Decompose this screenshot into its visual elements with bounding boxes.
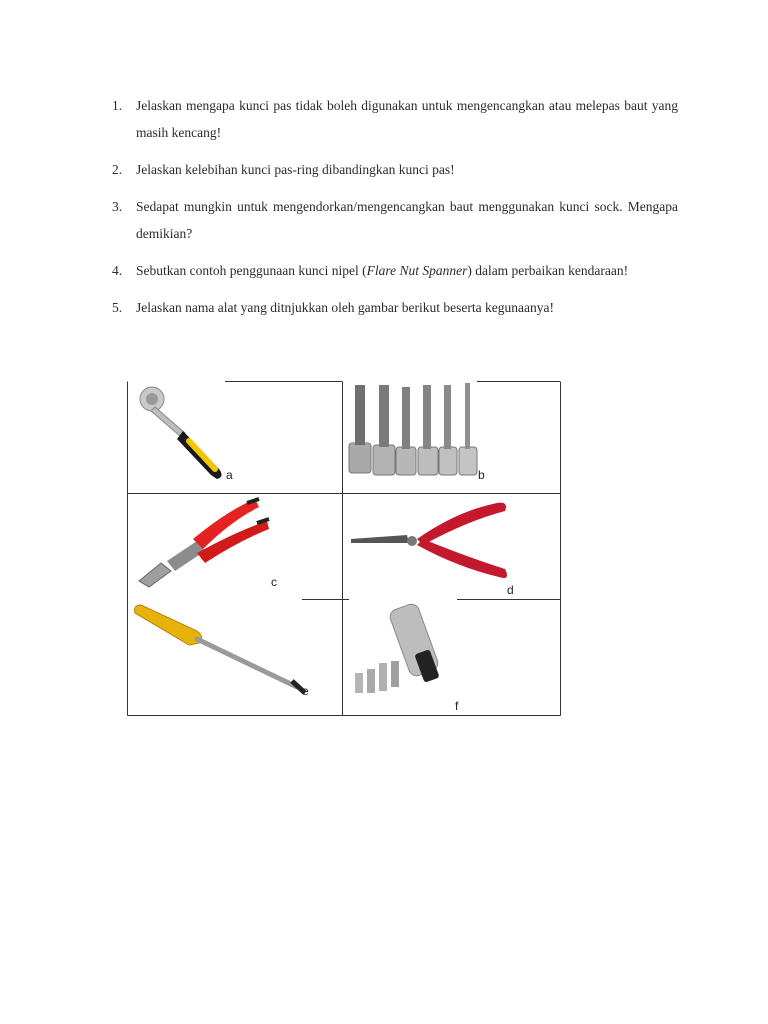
question-number: 4. bbox=[112, 263, 123, 278]
long-nose-pliers-icon bbox=[351, 503, 507, 578]
question-text: Jelaskan nama alat yang ditnjukkan oleh gambar berikut beserta kegunaanya! bbox=[136, 300, 554, 315]
question-number: 1. bbox=[112, 98, 123, 113]
tool-label-c: c bbox=[271, 575, 277, 589]
question-italic-term: Flare Nut Spanner bbox=[366, 263, 468, 278]
question-list bbox=[112, 92, 678, 331]
question-item bbox=[112, 92, 678, 146]
question-text: Sedapat mungkin untuk mengendorkan/mengencangkan baut menggunakan kunci sock. Mengapa demikian? bbox=[136, 199, 678, 241]
tool-label-b: b bbox=[478, 468, 485, 482]
question-text bbox=[136, 257, 678, 284]
ratchet-wrench-icon bbox=[140, 387, 222, 479]
question-text: Jelaskan mengapa kunci pas tidak boleh digunakan untuk mengencangkan atau melepas baut yang masih kencang! bbox=[136, 98, 678, 140]
tool-label-d: d bbox=[507, 583, 514, 597]
question-item bbox=[112, 294, 678, 321]
question-text-part: Sebutkan contoh penggunaan kunci nipel ( bbox=[136, 263, 367, 278]
flat-screwdriver-icon bbox=[135, 605, 305, 693]
question-text: Jelaskan kelebihan kunci pas-ring dibandingkan kunci pas! bbox=[136, 162, 455, 177]
question-item bbox=[112, 156, 678, 183]
question-number: 3. bbox=[112, 199, 123, 214]
hex-socket-bits-icon bbox=[349, 383, 477, 475]
question-number: 5. bbox=[112, 300, 123, 315]
question-text-part: ) dalam perbaikan kendaraan! bbox=[467, 263, 629, 278]
question-item bbox=[112, 193, 678, 247]
question-number: 2. bbox=[112, 162, 123, 177]
question-item bbox=[112, 257, 678, 284]
combination-pliers-icon bbox=[139, 499, 269, 587]
tool-image-grid bbox=[127, 381, 561, 716]
tool-label-e: e bbox=[302, 684, 309, 698]
tool-label-f: f bbox=[455, 699, 459, 713]
tool-label-a: a bbox=[226, 468, 233, 482]
impact-driver-bits-icon bbox=[355, 602, 440, 693]
